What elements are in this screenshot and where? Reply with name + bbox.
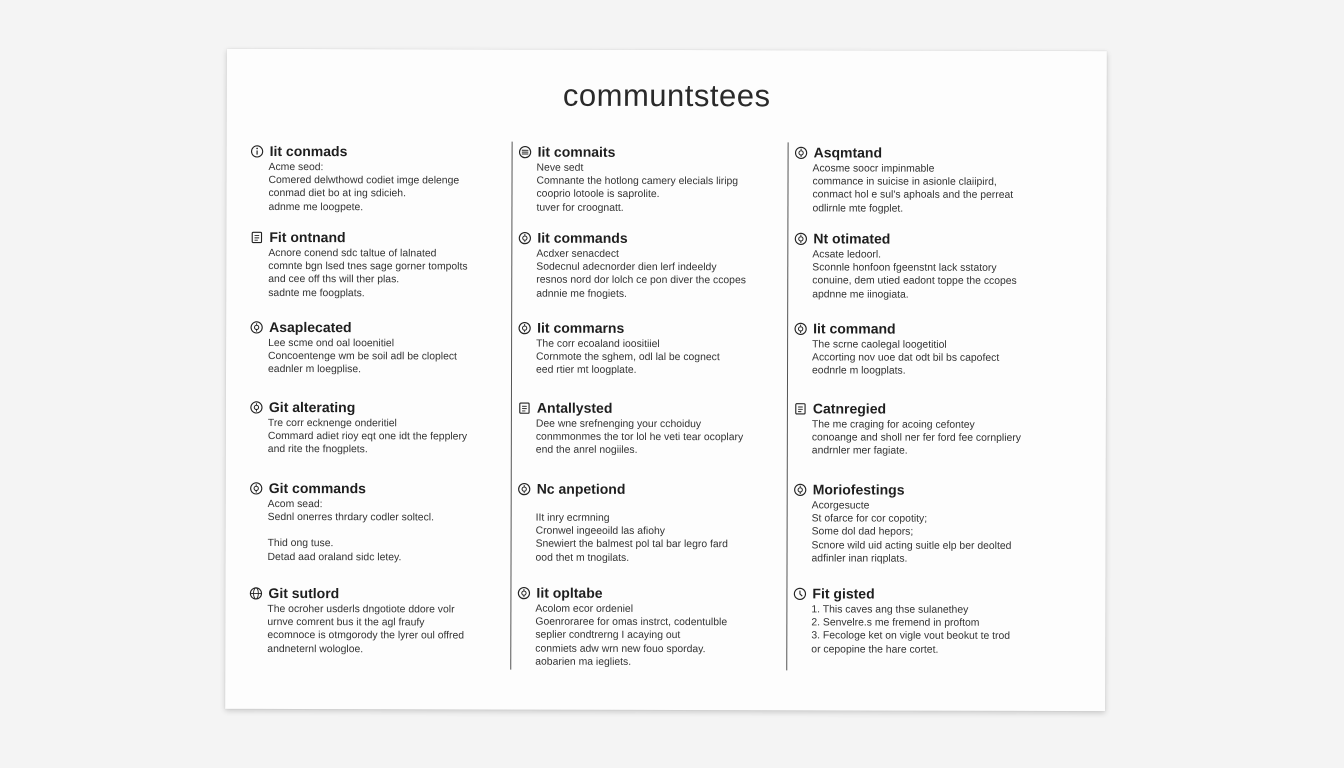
section-line: Commard adiet rioy eqt one idt the fepplery [267, 431, 468, 443]
section-header [518, 479, 788, 500]
list-icon [519, 145, 532, 158]
column-1 [251, 141, 511, 655]
spacer [250, 524, 520, 538]
section-line: ood thet m tnogilats. [535, 552, 630, 564]
section-line: Neve sedt [536, 162, 584, 174]
section-line: Snewiert the balmest pol tal bar legro fard [535, 539, 728, 551]
section-title: Asqmtand [813, 144, 883, 161]
section-title: Iit comnaits [537, 143, 616, 160]
section-line: adfinler inan riqplats. [811, 553, 908, 565]
section-header [250, 397, 520, 418]
section-line: Cornmote the sghem, odl lal be cognect [536, 351, 720, 364]
section-line: Acsate ledoorl. [812, 249, 882, 261]
section-line: and cee off ths will ther plas. [268, 274, 400, 286]
column-3 [795, 142, 1055, 656]
document-sheet [225, 49, 1107, 711]
section-line: eadnler m loegplise. [268, 364, 362, 376]
section-line: resnos nord dor lolch ce pon diver the ccopes [536, 275, 746, 287]
document-icon [250, 230, 263, 243]
command-section [250, 397, 520, 457]
document-icon [518, 401, 531, 414]
section-line: Scnore wild uid acting suitle elp ber deolted [811, 539, 1012, 552]
command-section [517, 583, 787, 670]
section-header [518, 228, 788, 249]
section-line: odlirnle mte fogplet. [812, 202, 904, 215]
section-header [795, 142, 1065, 163]
section-line: Concoentenge wm be soil adl be cloplect [268, 351, 457, 363]
section-title: Git commands [268, 479, 366, 497]
command-section [250, 141, 520, 215]
command-section [249, 583, 519, 657]
gear-icon [793, 587, 806, 600]
section-line: Acme seod: [268, 161, 324, 174]
settings-circle-icon [517, 586, 530, 599]
section-header [250, 227, 520, 248]
section-title: Iit opltabe [536, 584, 603, 601]
section-line: cooprio lotoole is saprolite. [536, 189, 660, 201]
section-line: Dee wne srefnenging your cchoiduy [535, 418, 702, 431]
section-line: The corr ecoaland ioositiiel [536, 338, 660, 350]
info-circle-icon [251, 144, 264, 157]
section-header [794, 228, 1064, 249]
section-line: Acorgesucte [811, 500, 870, 512]
settings-circle-icon [518, 482, 531, 495]
section-line: Acom sead: [267, 498, 323, 511]
settings-circle-icon [250, 481, 263, 494]
section-line: or cepopine the hare cortet. [811, 643, 939, 656]
command-section [518, 398, 788, 458]
settings-circle-icon [794, 483, 807, 496]
section-line: Detad aad oraland sidc letey. [267, 551, 402, 563]
section-line: aobarien ma iegliets. [535, 656, 632, 668]
section-line: Cronwel ingeeoild las afiohy [535, 525, 666, 538]
section-title: Fit gisted [812, 585, 875, 602]
section-line: andneternl wologloe. [267, 643, 364, 655]
section-line: commance in suicise in asionle claiipird, [812, 176, 997, 189]
section-title: Asaplecated [269, 318, 352, 336]
section-header [794, 479, 1064, 500]
section-title: Iit commands [537, 229, 628, 246]
section-title: Iit commarns [537, 319, 625, 336]
section-title: Iit conmads [269, 142, 348, 160]
section-line: Acosme soocr impinmable [812, 163, 935, 175]
section-line: ecomnoce is otmgorody the lyrer oul offred [267, 630, 465, 642]
section-title: Iit command [813, 320, 896, 337]
section-line: The ocroher usderls dngotiote ddore volr [267, 603, 455, 616]
section-line: St ofarce for cor copotity; [811, 513, 928, 525]
section-line: and rite the fnogplets. [267, 444, 368, 456]
section-line: Lee scme ond oal looenitiel [268, 337, 395, 350]
command-section [794, 142, 1064, 216]
section-title: Git alterating [268, 398, 356, 416]
command-section [518, 142, 788, 216]
section-line: IIt inry ecrmning [535, 512, 610, 524]
section-line: conmmonmes the tor lol he veti tear ocoplary [535, 431, 744, 444]
section-line: conmact hol e sul's aphoals and the perreat [812, 189, 1014, 202]
section-line: tuver for croognatt. [536, 202, 624, 214]
command-section [794, 398, 1064, 458]
section-header [794, 398, 1064, 419]
section-line: andrnler mer fagiate. [811, 445, 908, 458]
column-2 [519, 142, 779, 668]
command-section [250, 478, 520, 565]
section-line: comnte bgn lsed tnes sage gorner tompolts [268, 261, 468, 273]
section-line: seplier condtrerng I acaying out [535, 630, 681, 642]
section-header [250, 478, 520, 499]
settings-circle-icon [518, 321, 531, 334]
command-section [518, 318, 788, 378]
section-line: end the anrel nogiiles. [535, 445, 638, 457]
section-line: adnme me loogpete. [268, 201, 364, 213]
section-header [517, 583, 787, 604]
section-line: Sednl onerres thrdary codler soltecl. [267, 512, 434, 524]
section-line: The me craging for acoing cefontey [811, 419, 975, 431]
command-section [518, 479, 788, 566]
section-line: Acnore conend sdc taltue of lalnated [268, 247, 437, 260]
section-line: Acdxer senacdect [536, 248, 619, 260]
section-line: eed rtier mt loogplate. [536, 365, 637, 377]
section-line: Goenroraree for omas instrct, codentulble [535, 616, 728, 629]
command-section [794, 318, 1064, 378]
section-line: Thid ong tuse. [267, 538, 334, 550]
section-title: Moriofestings [812, 481, 905, 498]
section-line: conuine, dem utied eadont toppe the ccopes [812, 275, 1017, 288]
section-line: conmad diet bo at ing sdicieh. [268, 188, 406, 200]
section-title: Nc anpetiond [536, 480, 626, 497]
section-line: Sconnle honfoon fgeenstnt lack sstatory [812, 262, 997, 275]
section-line: sadnte me foogplats. [268, 287, 365, 299]
section-title: Fit ontnand [269, 228, 346, 246]
section-header [518, 398, 788, 419]
section-line: urnve comrent bus it the agl fraufy [267, 617, 425, 629]
section-line: Acolom ecor ordeniel [535, 603, 634, 615]
section-line: Comered delwthowd codiet imge delenge [268, 175, 460, 187]
section-header [793, 583, 1063, 604]
section-line: 1. This caves ang thse sulanethey [811, 604, 969, 616]
section-line: 2. Senvelre.s me fremend in proftom [811, 617, 980, 630]
section-line: conoange and sholl ner fer ford fee cornpliery [811, 432, 1021, 445]
section-line: Accorting nov uoe dat odt bil bs capofect [812, 352, 1000, 365]
page-title: communtstees [562, 77, 771, 114]
section-header [251, 141, 521, 162]
section-line: 3. Fecologe ket on vigle vout beokut te trod [811, 630, 1011, 643]
section-header [518, 318, 788, 339]
section-line: eodnrle m loogplats. [812, 365, 906, 378]
section-line: adnnie me fnogiets. [536, 288, 627, 300]
section-line: Some dol dad hepors; [811, 526, 914, 539]
document-icon [794, 402, 807, 415]
section-line: Sodecnul adecnorder dien lerf indeeldy [536, 261, 717, 274]
section-title: Git sutlord [268, 584, 340, 602]
section-line: Tre corr ecknenge onderitiel [267, 417, 397, 430]
settings-circle-icon [794, 232, 807, 245]
section-header [519, 142, 789, 163]
command-section [250, 227, 520, 301]
section-line: The scrne caolegal loogetitiol [812, 339, 947, 351]
command-section [518, 228, 788, 302]
section-title: Antallysted [536, 399, 613, 416]
command-section [250, 317, 520, 377]
settings-circle-icon [250, 320, 263, 333]
settings-circle-icon [250, 400, 263, 413]
section-line: conmiets adw wrn new fouo sporday. [535, 643, 706, 655]
section-line: Comnante the hotlong camery elecials liripg [536, 175, 739, 188]
command-section [794, 228, 1064, 302]
section-header [249, 583, 519, 604]
command-section [794, 479, 1064, 566]
settings-circle-icon [794, 322, 807, 335]
section-header [794, 318, 1064, 339]
command-section [793, 583, 1063, 657]
section-line: apdnne me iinogiata. [812, 288, 909, 301]
globe-icon [249, 586, 262, 599]
section-header [250, 317, 520, 338]
settings-circle-icon [518, 231, 531, 244]
section-title: Catnregied [812, 400, 887, 417]
section-title: Nt otimated [813, 230, 891, 247]
spacer [518, 499, 788, 513]
settings-circle-icon [795, 146, 808, 159]
